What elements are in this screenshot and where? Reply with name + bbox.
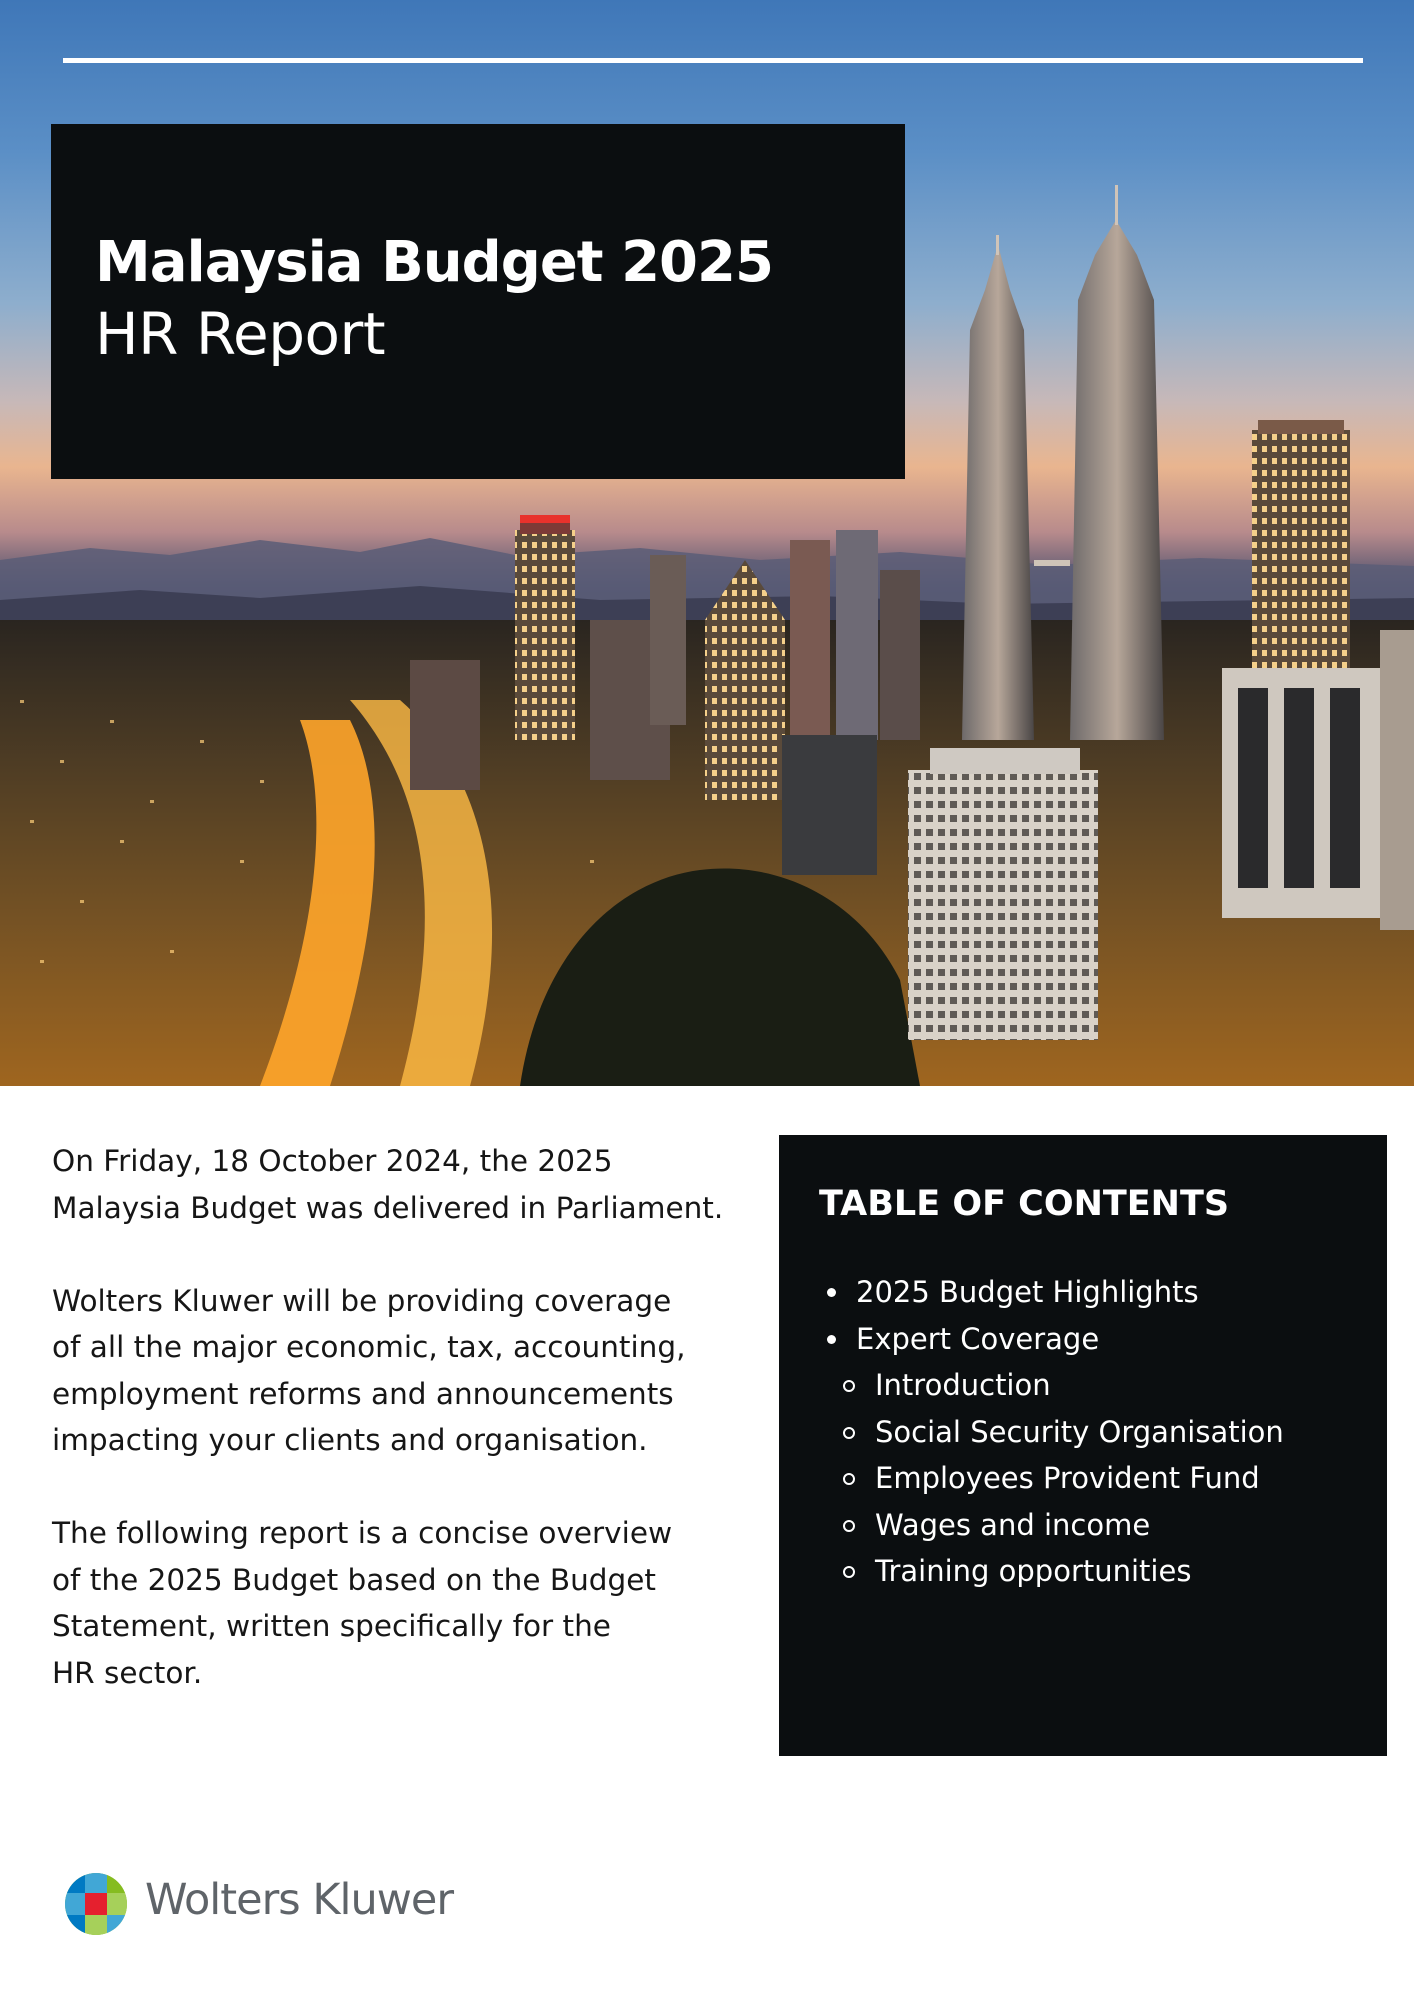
toc-subitem-social-security[interactable] — [819, 1409, 1284, 1456]
circle-bullet-icon — [843, 1427, 855, 1439]
wolters-kluwer-logo — [63, 1869, 483, 1939]
toc-subitem-label: Wages and income — [875, 1507, 1151, 1542]
wolters-kluwer-mark-icon — [63, 1871, 129, 1937]
toc-list — [819, 1269, 1284, 1595]
title-panel — [51, 124, 905, 479]
toc-subitem-wages[interactable] — [819, 1502, 1284, 1549]
toc-subitem-training[interactable] — [819, 1548, 1284, 1595]
circle-bullet-icon — [843, 1520, 855, 1532]
toc-subitem-label: Social Security Organisation — [875, 1414, 1284, 1449]
intro-text — [52, 1138, 752, 1743]
intro-paragraph-3: The following report is a concise overview of the 2025 Budget based on the Budget Statement, written specifically for the HR sector. — [52, 1516, 673, 1690]
toc-item-label: Expert Coverage — [856, 1321, 1100, 1356]
top-rule — [63, 58, 1363, 63]
toc-subitem-label: Introduction — [875, 1368, 1051, 1402]
toc-title: TABLE OF CONTENTS — [819, 1184, 1230, 1224]
circle-bullet-icon — [843, 1473, 855, 1485]
toc-subitem-introduction[interactable] — [819, 1362, 1284, 1409]
intro-paragraph-2: Wolters Kluwer will be providing coverage of all the major economic, tax, accounting, employment reforms and announcements impacting your clients and organisation. — [52, 1283, 686, 1457]
intro-paragraph-1: On Friday, 18 October 2024, the 2025 Malaysia Budget was delivered in Parliament. — [52, 1144, 724, 1225]
bullet-icon — [827, 1288, 836, 1297]
page-title: Malaysia Budget 2025 — [95, 230, 773, 295]
toc-item-budget-highlights[interactable] — [819, 1269, 1284, 1316]
toc-subitem-label: Training opportunities — [875, 1554, 1192, 1588]
toc-subitem-epf[interactable] — [819, 1455, 1284, 1502]
bullet-icon — [827, 1335, 836, 1344]
circle-bullet-icon — [843, 1380, 855, 1392]
page-subtitle: HR Report — [95, 300, 386, 368]
toc-item-label: 2025 Budget Highlights — [856, 1275, 1199, 1309]
toc-item-expert-coverage[interactable] — [819, 1316, 1284, 1363]
toc-sublist — [819, 1362, 1284, 1595]
toc-sublist-container — [819, 1362, 1284, 1595]
brand-name: Wolters Kluwer — [145, 1875, 454, 1925]
toc-subitem-label: Employees Provident Fund — [875, 1461, 1260, 1495]
table-of-contents — [779, 1135, 1387, 1756]
circle-bullet-icon — [843, 1566, 855, 1578]
